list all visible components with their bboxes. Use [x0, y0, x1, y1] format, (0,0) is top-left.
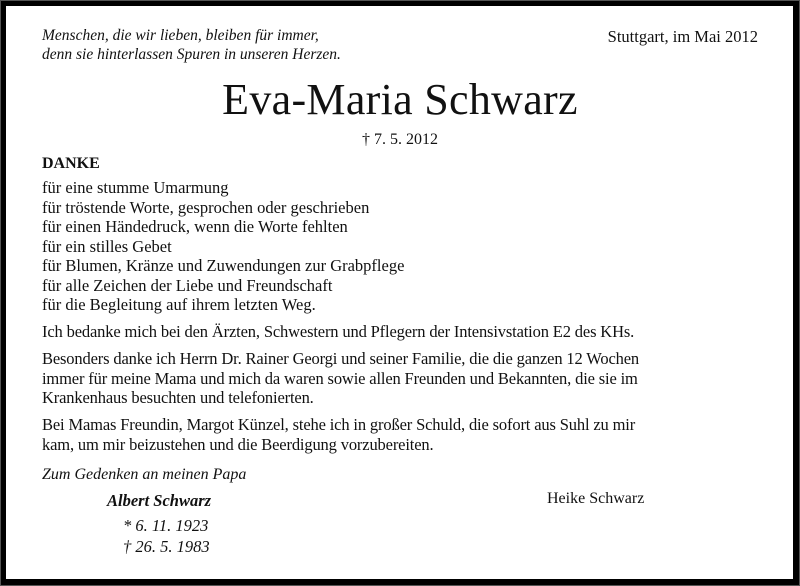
- paragraph-line: Krankenhaus besuchten und telefonierten.: [42, 388, 314, 408]
- place-date: Stuttgart, im Mai 2012: [607, 27, 758, 46]
- motto-line: Menschen, die wir lieben, bleiben für immer,: [42, 27, 319, 44]
- paragraph-line: immer für meine Mama und mich da waren sowie allen Freunden und Bekannten, die sie im: [42, 368, 638, 388]
- memorial-intro: Zum Gedenken an meinen Papa: [42, 466, 247, 483]
- paragraph-line: Bei Mamas Freundin, Margot Künzel, stehe ich in großer Schuld, die sofort aus Suhl zu mir: [42, 415, 636, 434]
- paragraph-line: Ich bedanke mich bei den Ärzten, Schwestern und Pflegern der Intensivstation E2 des KHs.: [42, 322, 635, 341]
- memorial-name: Albert Schwarz: [107, 491, 212, 510]
- thanks-line: für ein stilles Gebet: [42, 236, 172, 256]
- paragraph-line: kam, um mir beizustehen und die Beerdigung vorzubereiten.: [42, 434, 434, 454]
- thanks-line: für eine stumme Umarmung: [42, 178, 229, 197]
- motto: [42, 26, 341, 64]
- thanks-line: für alle Zeichen der Liebe und Freundschaft: [42, 275, 333, 295]
- thanks-paragraph-hospital: [42, 322, 634, 342]
- thanks-paragraph-friend: [42, 415, 635, 454]
- memorial-death-date: † 26. 5. 1983: [123, 537, 210, 556]
- thanks-heading: DANKE: [42, 155, 100, 172]
- thanks-line: für die Begleitung auf ihrem letzten Weg.: [42, 295, 316, 314]
- paragraph-line: Besonders danke ich Herrn Dr. Rainer Georgi und seiner Familie, die die ganzen 12 Wochen: [42, 349, 640, 368]
- motto-line: denn sie hinterlassen Spuren in unseren Herzen.: [42, 46, 341, 63]
- thanks-line: für einen Händedruck, wenn die Worte fehlten: [42, 217, 348, 236]
- memorial-dates: [123, 515, 210, 557]
- deceased-name: Eva-Maria Schwarz: [222, 75, 578, 124]
- thanks-list: [42, 178, 404, 315]
- memorial-birth-date: * 6. 11. 1923: [123, 516, 209, 535]
- signer-name: Heike Schwarz: [547, 490, 645, 507]
- thanks-line: für Blumen, Kränze und Zuwendungen zur Grabpflege: [42, 256, 405, 275]
- thanks-paragraph-doctor: [42, 349, 639, 408]
- thanks-line: für tröstende Worte, gesprochen oder geschrieben: [42, 197, 370, 217]
- deceased-death-date: † 7. 5. 2012: [362, 131, 438, 148]
